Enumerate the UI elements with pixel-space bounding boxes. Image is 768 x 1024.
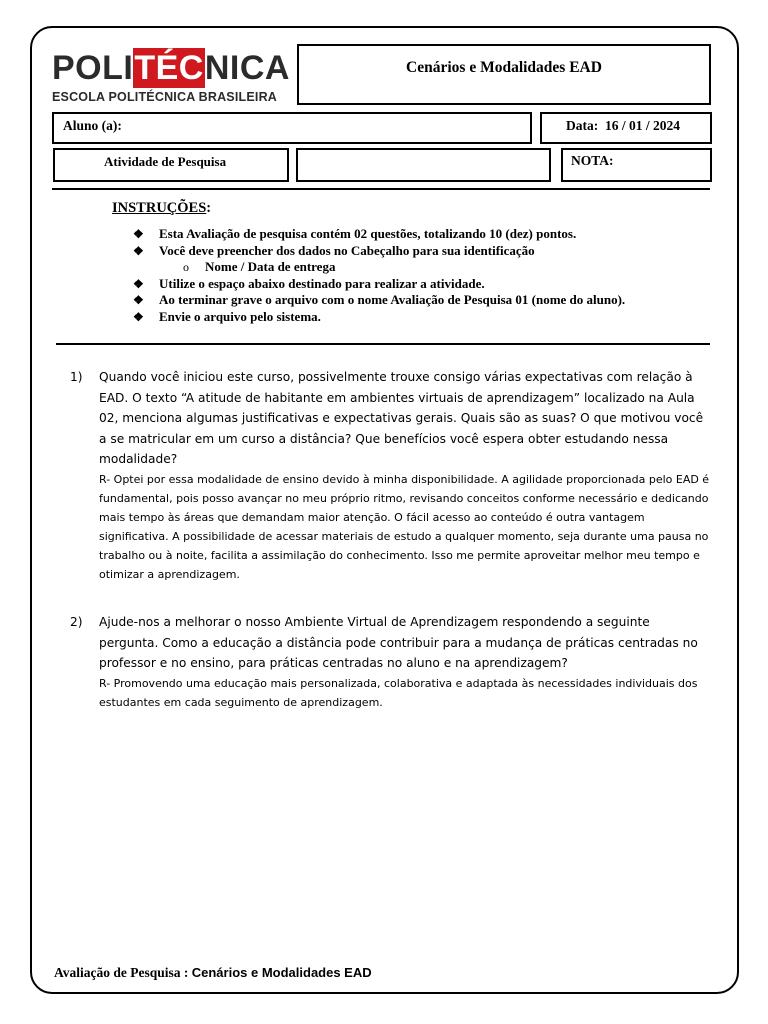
diamond-bullet-icon: ❖	[133, 243, 144, 258]
circle-bullet-icon: o	[183, 260, 189, 274]
blank-field[interactable]	[296, 148, 551, 182]
logo-subtitle: ESCOLA POLITÉCNICA BRASILEIRA	[52, 90, 278, 104]
activity-box	[53, 148, 289, 182]
question-2	[70, 612, 710, 712]
question-text: Quando você iniciou este curso, possivelmente trouxe consigo várias expectativas com relação à EAD. O texto “A atitude de habitante em ambientes virtuais de aprendizagem” localizado na Aula 02, menciona algumas justificativas e expectativas gerais. Quais são as suas? O que motivou você a se matricular em um curso a distância? Que benefícios você espera obter estudando nessa modalidade?	[99, 370, 704, 466]
list-item: ❖ Esta Avaliação de pesquisa contém 02 questões, totalizando 10 (dez) pontos.	[133, 226, 577, 241]
course-title-box	[297, 44, 711, 105]
question-number: 1)	[70, 370, 83, 384]
answer-text[interactable]: R- Promovendo uma educação mais personalizada, colaborativa e adaptada às necessidades individuais dos estudantes em cada seguimento de aprendizagem.	[99, 676, 698, 709]
answer-text[interactable]: R- Optei por essa modalidade de ensino devido à minha disponibilidade. A agilidade proporcionada pelo EAD é fundamental, pois posso avançar no meu próprio ritmo, revisando conceitos conforme necessário e dedicando mais tempo às áreas que demandam maior atenção. O fácil acesso ao conteúdo é outra vantagem significativa. A possibilidade de acessar materiais de estudo a qualquer momento, seja durante uma pausa no trabalho ou à noite, facilita a assimilação do conhecimento. Isso me permite aproveitar melhor meu tempo e otimizar a aprendizagem.	[99, 472, 710, 581]
grade-label: NOTA:	[571, 153, 614, 168]
list-item: ❖ Envie o arquivo pelo sistema.	[133, 308, 321, 324]
student-label: Aluno (a):	[63, 118, 122, 133]
instructions-divider	[56, 343, 710, 345]
list-item: ❖ Ao terminar grave o arquivo com o nome Avaliação de Pesquisa 01 (nome do aluno).	[133, 292, 626, 307]
diamond-bullet-icon: ❖	[133, 227, 144, 241]
list-item: ❖ Você deve preencher dos dados no Cabeçalho para sua identificação	[133, 242, 535, 258]
date-text	[566, 118, 680, 134]
politecnica-logo	[52, 44, 288, 106]
date-value: 16 / 01 / 2024	[605, 118, 681, 133]
list-subitem: o Nome / Data de entrega	[183, 259, 336, 274]
footer-title: Cenários e Modalidades EAD	[191, 965, 372, 980]
grade-field[interactable]	[561, 148, 712, 182]
diamond-bullet-icon: ❖	[133, 309, 144, 324]
header-divider	[52, 188, 710, 190]
list-item: ❖ Utilize o espaço abaixo destinado para realizar a atividade.	[133, 275, 485, 291]
logo-text-pre: POLI	[52, 49, 134, 87]
date-field[interactable]	[540, 112, 712, 144]
footer-label: Avaliação de Pesquisa :	[54, 965, 189, 980]
question-text: Ajude-nos a melhorar o nosso Ambiente Virtual de Aprendizagem respondendo a seguinte pergunta. Como a educação a distância pode contribuir para a mudança de práticas centradas no professor e no ensino, para práticas centradas no aluno e na aprendizagem?	[99, 615, 698, 670]
student-field[interactable]	[52, 112, 532, 144]
diamond-bullet-icon: ❖	[133, 293, 144, 307]
logo-text-highlight: TÉC	[134, 49, 204, 87]
date-label: Data:	[566, 118, 599, 133]
instructions-list	[133, 226, 625, 325]
instructions-title-suffix: :	[206, 200, 212, 216]
course-title: Cenários e Modalidades EAD	[406, 59, 602, 76]
diamond-bullet-icon: ❖	[133, 276, 144, 291]
question-1	[70, 367, 710, 584]
instructions-title	[112, 200, 211, 217]
instructions-title-text: INSTRUÇÕES	[112, 200, 207, 216]
question-number: 2)	[70, 615, 83, 629]
activity-label: Atividade de Pesquisa	[104, 154, 227, 169]
page-footer	[54, 965, 372, 981]
logo-wordmark	[52, 48, 290, 88]
logo-text-post: NICA	[204, 49, 290, 87]
